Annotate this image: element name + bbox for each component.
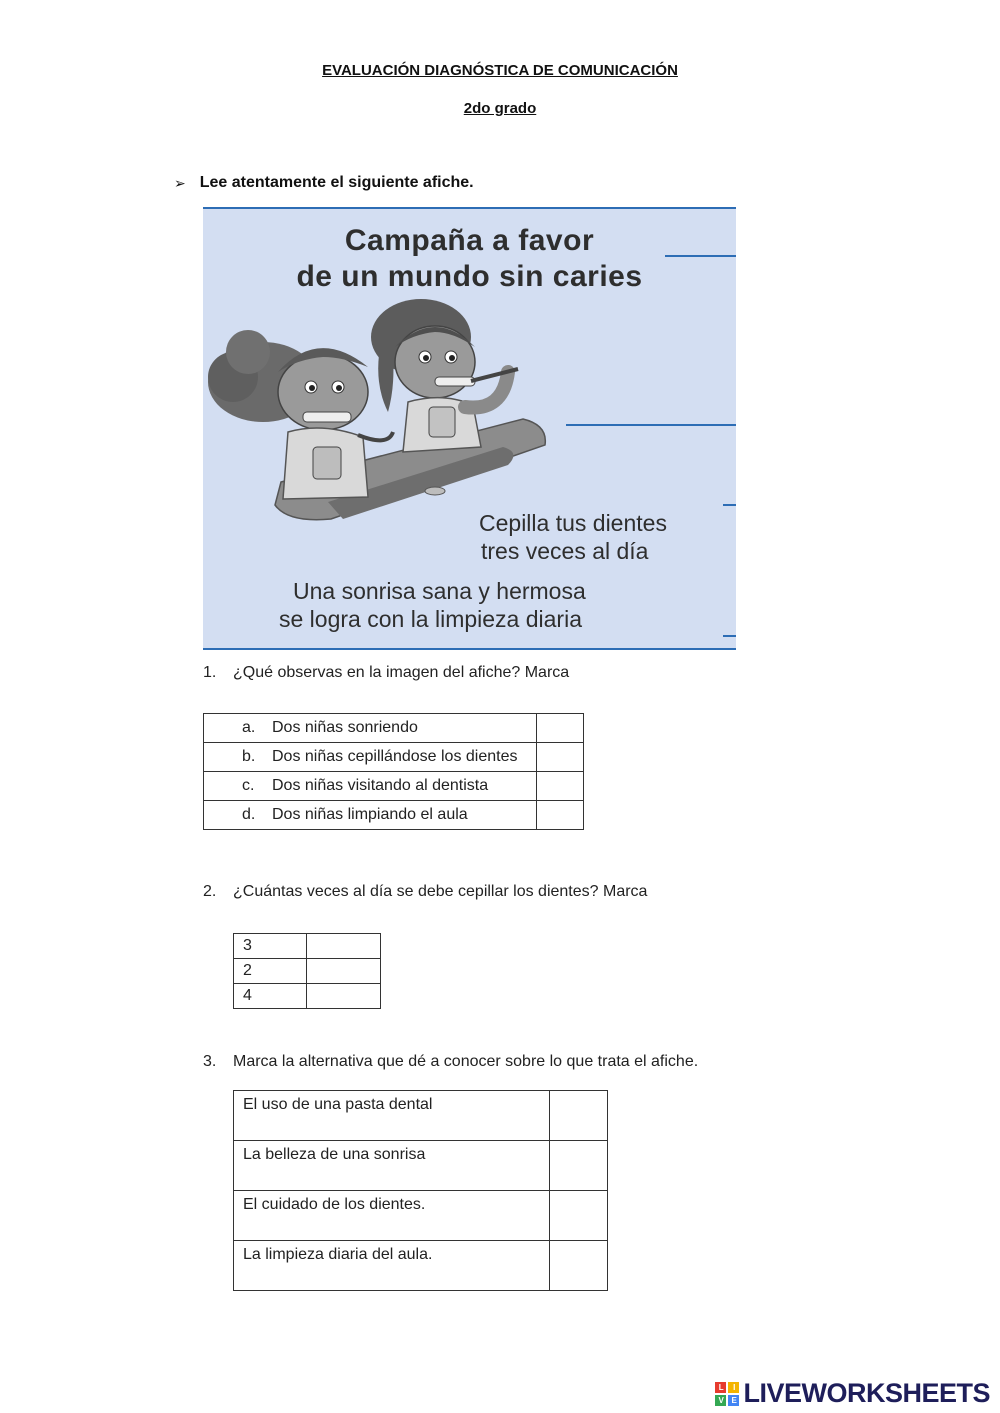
poster-message-line1: Una sonrisa sana y hermosa: [293, 578, 586, 604]
option-letter: d.: [242, 806, 256, 823]
answer-box[interactable]: [307, 984, 381, 1009]
question-number: 3.: [203, 1053, 217, 1070]
table-row: [204, 714, 584, 743]
poster-title-line2: de un mundo sin caries: [296, 260, 643, 293]
table-row: [234, 934, 381, 959]
liveworksheets-logo: [715, 1378, 990, 1409]
question-text: Marca la alternativa que dé a conocer sobre lo que trata el afiche.: [233, 1053, 699, 1070]
page-title: EVALUACIÓN DIAGNÓSTICA DE COMUNICACIÓN: [322, 62, 678, 79]
answer-box[interactable]: [550, 1241, 608, 1291]
option-cell: [204, 743, 537, 772]
table-row: [204, 772, 584, 801]
answer-box[interactable]: [550, 1141, 608, 1191]
option-letter: b.: [242, 748, 256, 765]
answer-box[interactable]: [537, 743, 584, 772]
question-text: ¿Qué observas en la imagen del afiche? Marca: [233, 664, 570, 681]
option-text: Dos niñas cepillándose los dientes: [272, 748, 518, 765]
grade-subtitle: 2do grado: [463, 100, 537, 117]
question-text: ¿Cuántas veces al día se debe cepillar los dientes? Marca: [233, 883, 648, 900]
table-row: [204, 743, 584, 772]
question-3-options-table: [233, 1090, 608, 1291]
option-text: El cuidado de los dientes.: [234, 1191, 550, 1241]
option-text: La belleza de una sonrisa: [234, 1141, 550, 1191]
instruction: [174, 174, 474, 192]
option-cell: [204, 772, 537, 801]
answer-box[interactable]: [537, 772, 584, 801]
poster-message-line2: se logra con la limpieza diaria: [279, 606, 582, 632]
option-letter: c.: [242, 777, 255, 794]
table-row: [234, 959, 381, 984]
instruction-text: Lee atentamente el siguiente afiche.: [199, 174, 474, 191]
logo-squares-icon: L I V E: [715, 1382, 739, 1406]
option-text: Dos niñas sonriendo: [272, 719, 418, 736]
option-text: 2: [234, 959, 307, 984]
table-row: [234, 1191, 608, 1241]
poster-slogan-line1: Cepilla tus dientes: [479, 510, 667, 536]
table-row: [234, 1241, 608, 1291]
answer-box[interactable]: [307, 934, 381, 959]
question-2-options-table: [233, 933, 381, 1009]
question-number: 2.: [203, 883, 217, 900]
option-text: Dos niñas limpiando el aula: [272, 806, 468, 823]
logo-text: LIVEWORKSHEETS: [743, 1378, 990, 1408]
answer-box[interactable]: [537, 714, 584, 743]
question-3: [203, 1053, 698, 1071]
option-text: 3: [234, 934, 307, 959]
option-text: La limpieza diaria del aula.: [234, 1241, 550, 1291]
option-text: 4: [234, 984, 307, 1009]
poster-slogan-line2: tres veces al día: [481, 538, 649, 564]
answer-box[interactable]: [537, 801, 584, 830]
question-number: 1.: [203, 664, 217, 681]
answer-box[interactable]: [307, 959, 381, 984]
option-text: El uso de una pasta dental: [234, 1091, 550, 1141]
option-text: Dos niñas visitando al dentista: [272, 777, 489, 794]
answer-box[interactable]: [550, 1091, 608, 1141]
table-row: [234, 984, 381, 1009]
option-letter: a.: [242, 719, 256, 736]
question-2: [203, 883, 647, 901]
option-cell: [204, 714, 537, 743]
question-1: [203, 664, 569, 682]
poster-title-line1: Campaña a favor: [344, 224, 595, 257]
table-row: [204, 801, 584, 830]
poster: [203, 207, 736, 650]
table-row: [234, 1141, 608, 1191]
question-1-options-table: [203, 713, 584, 830]
option-cell: [204, 801, 537, 830]
table-row: [234, 1091, 608, 1141]
arrow-bullet-icon: ➢: [174, 174, 186, 191]
answer-box[interactable]: [550, 1191, 608, 1241]
